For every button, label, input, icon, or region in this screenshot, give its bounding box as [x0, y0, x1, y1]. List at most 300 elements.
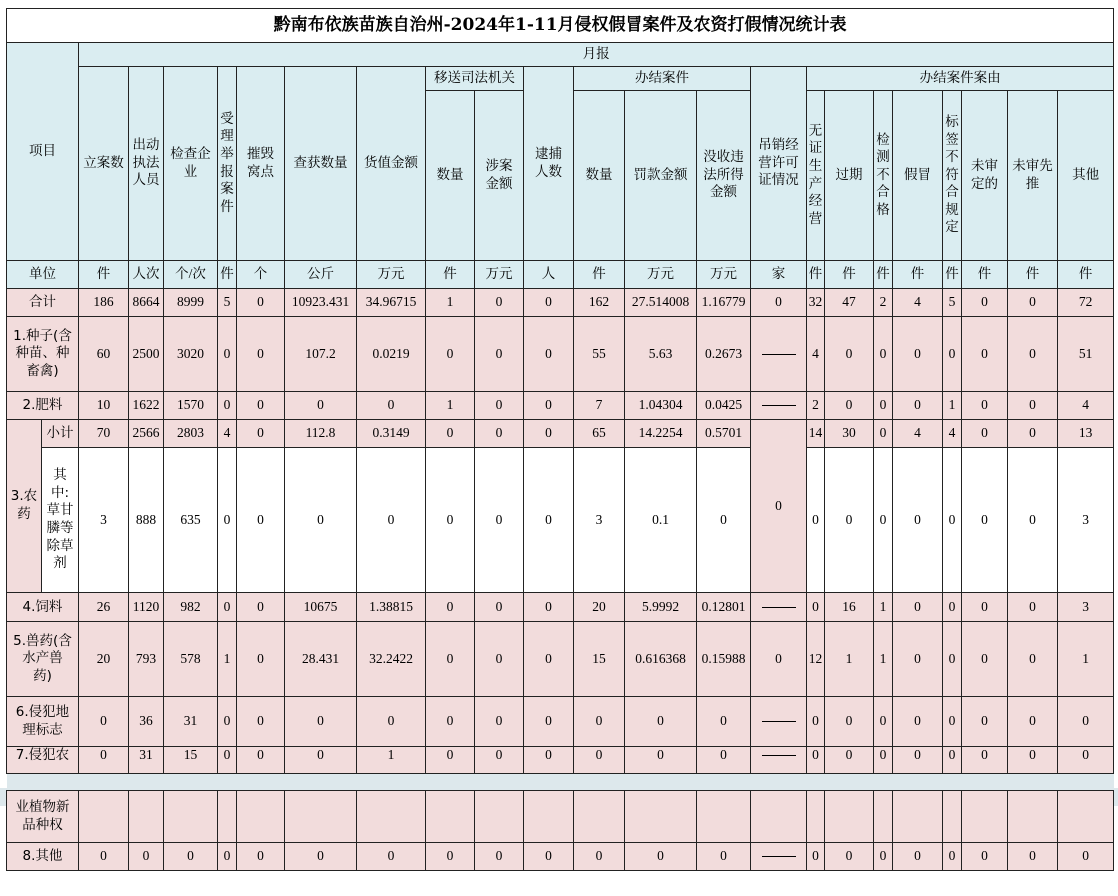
- table-cell: 70: [79, 420, 129, 448]
- table-cell: 0: [237, 392, 285, 420]
- unit-cell: 万元: [697, 261, 751, 289]
- unit-cell: 件: [218, 261, 237, 289]
- table-cell: 0: [237, 747, 285, 774]
- table-cell: 0: [524, 289, 574, 317]
- table-cell: 0: [825, 843, 874, 871]
- table-cell: 2: [807, 392, 825, 420]
- table-cell: 0: [524, 420, 574, 448]
- unit-cell: 家: [751, 261, 807, 289]
- row-label-seeds: 1.种子(含 种苗、种 畜禽): [7, 317, 79, 392]
- table-cell: 0: [1008, 593, 1058, 622]
- table-cell: 0: [1008, 448, 1058, 593]
- table-cell: 0: [893, 697, 943, 747]
- header-transfer-group: 移送司法机关: [426, 67, 524, 91]
- table-cell: 10: [79, 392, 129, 420]
- table-cell: 0: [1008, 289, 1058, 317]
- header-unapproved: 未审 定的: [962, 91, 1008, 261]
- dash-mark: [762, 354, 796, 355]
- row-label-other: 8.其他: [7, 843, 79, 871]
- table-cell: 0: [874, 747, 893, 774]
- header-closed-qty: 数量: [574, 91, 625, 261]
- table-cell: 0: [807, 843, 825, 871]
- table-cell: 0: [574, 747, 625, 774]
- table-cell: 2: [874, 289, 893, 317]
- unit-cell: 件: [962, 261, 1008, 289]
- table-cell: 0: [79, 843, 129, 871]
- table-cell: 15: [164, 747, 218, 774]
- header-bad-label: 标 签 不 符 合 规 定: [943, 91, 962, 261]
- table-cell: 51: [1058, 317, 1114, 392]
- dash-mark: [762, 405, 796, 406]
- table-cell: 0: [825, 697, 874, 747]
- table-cell: 1: [426, 392, 475, 420]
- table-row-total: [7, 289, 1114, 317]
- table-cell: 1570: [164, 392, 218, 420]
- table-cell: 32.2422: [357, 622, 426, 697]
- table-cell: 0: [1008, 622, 1058, 697]
- table-cell: 0: [697, 697, 751, 747]
- table-cell: 0: [697, 448, 751, 593]
- table-cell: 112.8: [285, 420, 357, 448]
- table-cell: 0: [524, 593, 574, 622]
- table-cell: [751, 593, 807, 622]
- row-label-total: 合计: [7, 289, 79, 317]
- table-cell: 0.5701: [697, 420, 751, 448]
- table-cell: 8999: [164, 289, 218, 317]
- table-cell: 3: [1058, 593, 1114, 622]
- seam-row: [7, 774, 1114, 791]
- table-cell: 8664: [129, 289, 164, 317]
- table-cell: 0: [426, 622, 475, 697]
- table-cell: 0: [1008, 392, 1058, 420]
- table-cell: 0: [962, 843, 1008, 871]
- table-cell: 0: [426, 420, 475, 448]
- unit-cell: 件: [1058, 261, 1114, 289]
- header-reason-group: 办结案件案由: [807, 67, 1114, 91]
- table-cell: 1: [426, 289, 475, 317]
- unit-cell: 个: [237, 261, 285, 289]
- table-cell: 0: [475, 448, 524, 593]
- table-cell: 0: [237, 317, 285, 392]
- table-cell: 0: [825, 392, 874, 420]
- table-cell: 0: [218, 317, 237, 392]
- table-cell: 0: [697, 843, 751, 871]
- table-cell: 0: [874, 392, 893, 420]
- table-cell: 20: [79, 622, 129, 697]
- table-cell: 0: [237, 622, 285, 697]
- table-cell: 0: [574, 843, 625, 871]
- table-cell: 28.431: [285, 622, 357, 697]
- table-cell: 0: [943, 843, 962, 871]
- table-cell: 0: [625, 843, 697, 871]
- header-unlicensed: 无 证 生 产 经 营: [807, 91, 825, 261]
- table-cell: 0: [357, 697, 426, 747]
- table-cell: 0: [1008, 747, 1058, 774]
- unit-cell: 个/次: [164, 261, 218, 289]
- table-cell: 1.16779: [697, 289, 751, 317]
- table-cell: 0: [874, 420, 893, 448]
- unit-cell: 件: [825, 261, 874, 289]
- table-cell: 0: [893, 448, 943, 593]
- table-cell: 0: [874, 317, 893, 392]
- table-row-herbicide: [7, 448, 1114, 593]
- table-row-seeds: [7, 317, 1114, 392]
- table-cell: 20: [574, 593, 625, 622]
- header-transfer-qty: 数量: [426, 91, 475, 261]
- table-cell: 0: [943, 622, 962, 697]
- table-cell: 1: [1058, 622, 1114, 697]
- table-cell: 3: [574, 448, 625, 593]
- table-cell: 0: [807, 747, 825, 774]
- table-row-pesticide-subtotal: [7, 420, 1114, 448]
- table-cell: 0.12801: [697, 593, 751, 622]
- table-cell: 0: [962, 697, 1008, 747]
- table-row-fertilizer: [7, 392, 1114, 420]
- header-revoked: 吊销经 营许可 证情况: [751, 67, 807, 261]
- table-row-vet: [7, 622, 1114, 697]
- table-cell: 0: [79, 697, 129, 747]
- table-cell: 3: [79, 448, 129, 593]
- unit-cell: 人次: [129, 261, 164, 289]
- table-cell: 0.2673: [697, 317, 751, 392]
- unit-cell: 万元: [475, 261, 524, 289]
- table-cell: 26: [79, 593, 129, 622]
- table-cell: 0: [237, 420, 285, 448]
- header-closed-group: 办结案件: [574, 67, 751, 91]
- table-cell: 4: [1058, 392, 1114, 420]
- table-cell: 5: [218, 289, 237, 317]
- dash-mark: [762, 755, 796, 756]
- table-cell: 0: [893, 622, 943, 697]
- table-cell: 0: [825, 747, 874, 774]
- table-cell: 47: [825, 289, 874, 317]
- table-cell: 0: [285, 697, 357, 747]
- header-monthly: 月报: [79, 43, 1114, 67]
- header-confiscated: 没收违 法所得 金额: [697, 91, 751, 261]
- unit-cell: 件: [943, 261, 962, 289]
- header-goods-value: 货值金额: [357, 67, 426, 261]
- table-cell: 793: [129, 622, 164, 697]
- header-other: 其他: [1058, 91, 1114, 261]
- table-cell: 0: [893, 593, 943, 622]
- units-label: 单位: [7, 261, 79, 289]
- table-cell: 0: [285, 448, 357, 593]
- table-cell: 1.04304: [625, 392, 697, 420]
- table-cell: 0: [893, 747, 943, 774]
- header-case-count: 立案数: [79, 67, 129, 261]
- table-cell: 55: [574, 317, 625, 392]
- table-cell: 0.0425: [697, 392, 751, 420]
- table-cell: 27.514008: [625, 289, 697, 317]
- table-cell: 0.15988: [697, 622, 751, 697]
- header-fine: 罚款金额: [625, 91, 697, 261]
- table-cell: 0: [237, 843, 285, 871]
- table-cell: 0: [1008, 420, 1058, 448]
- table-cell: 1: [874, 622, 893, 697]
- table-cell: 34.96715: [357, 289, 426, 317]
- table-cell: [751, 317, 807, 392]
- table-cell: 0: [1008, 843, 1058, 871]
- table-cell: 13: [1058, 420, 1114, 448]
- row-label-pvp: 7.侵犯农: [7, 747, 79, 774]
- table-cell: 0: [475, 317, 524, 392]
- table-row-geo: [7, 697, 1114, 747]
- table-cell: 0: [218, 697, 237, 747]
- table-cell: 0: [825, 448, 874, 593]
- table-cell: 0: [285, 747, 357, 774]
- table-cell: 1: [874, 593, 893, 622]
- table-cell: 0: [218, 448, 237, 593]
- dash-mark: [762, 856, 796, 857]
- table-cell: 0: [943, 317, 962, 392]
- table-cell: 0: [475, 622, 524, 697]
- table-cell: 0: [426, 747, 475, 774]
- table-cell: 0: [874, 843, 893, 871]
- row-label-pesticide: 3.农 药: [7, 420, 42, 593]
- table-cell: 0: [237, 593, 285, 622]
- table-cell: [751, 747, 807, 774]
- table-cell: 0: [475, 697, 524, 747]
- table-cell: 0: [524, 747, 574, 774]
- table-cell: 107.2: [285, 317, 357, 392]
- table-row-pvp-continued: [7, 791, 1114, 843]
- table-cell: 0: [874, 697, 893, 747]
- table-cell: 31: [129, 747, 164, 774]
- row-label-pesticide-subtotal: 小计: [42, 420, 79, 448]
- table-cell: 0: [426, 317, 475, 392]
- row-label-feed: 4.饲料: [7, 593, 79, 622]
- table-cell: 3: [1058, 448, 1114, 593]
- unit-cell: 件: [574, 261, 625, 289]
- table-cell: 0: [524, 448, 574, 593]
- table-cell: 0: [357, 843, 426, 871]
- table-cell: 0: [285, 843, 357, 871]
- unit-cell: 件: [807, 261, 825, 289]
- table-cell: 635: [164, 448, 218, 593]
- table-cell: 0: [874, 448, 893, 593]
- table-cell: 1: [357, 747, 426, 774]
- table-cell: 0: [357, 392, 426, 420]
- table-cell: 0: [79, 747, 129, 774]
- table-cell: 10923.431: [285, 289, 357, 317]
- table-cell: 1: [218, 622, 237, 697]
- header-failed-test: 检 测 不 合 格: [874, 91, 893, 261]
- table-cell: 0: [893, 317, 943, 392]
- table-cell: 0: [129, 843, 164, 871]
- unit-cell: 件: [893, 261, 943, 289]
- table-cell: 0: [218, 392, 237, 420]
- table-cell: 0: [1008, 697, 1058, 747]
- header-arrested: 逮捕 人数: [524, 67, 574, 261]
- dash-mark: [762, 607, 796, 608]
- table-cell: 0: [962, 448, 1008, 593]
- table-cell: 0: [943, 448, 962, 593]
- row-label-herbicide: 其 中: 草甘 膦等 除草 剂: [42, 448, 79, 593]
- table-cell: 14.2254: [625, 420, 697, 448]
- table-cell: 0: [524, 622, 574, 697]
- table-cell: 0: [524, 317, 574, 392]
- table-cell: 2803: [164, 420, 218, 448]
- table-cell: 0: [237, 697, 285, 747]
- table-cell: 0: [426, 593, 475, 622]
- table-cell: 0: [751, 420, 807, 593]
- table-cell: 0: [962, 747, 1008, 774]
- table-cell: 0: [357, 448, 426, 593]
- table-cell: [751, 697, 807, 747]
- table-cell: 0: [475, 289, 524, 317]
- table-cell: 5: [943, 289, 962, 317]
- table-cell: 14: [807, 420, 825, 448]
- unit-cell: 件: [874, 261, 893, 289]
- table-cell: 0.616368: [625, 622, 697, 697]
- table-cell: 0: [893, 843, 943, 871]
- table-cell: [751, 392, 807, 420]
- table-cell: 7: [574, 392, 625, 420]
- table-cell: 2566: [129, 420, 164, 448]
- table-cell: 0: [218, 843, 237, 871]
- table-cell: 0: [218, 593, 237, 622]
- table-cell: 0: [237, 289, 285, 317]
- table-cell: 0.1: [625, 448, 697, 593]
- table-cell: 4: [807, 317, 825, 392]
- table-cell: 2500: [129, 317, 164, 392]
- header-seized-qty: 查获数量: [285, 67, 357, 261]
- unit-cell: 万元: [625, 261, 697, 289]
- row-label-pvp-cont: 业植物新 品种权: [7, 791, 79, 843]
- table-cell: 0: [426, 448, 475, 593]
- table-cell: 0: [1058, 843, 1114, 871]
- table-cell: 0: [625, 747, 697, 774]
- table-cell: 0: [943, 747, 962, 774]
- table-cell: 0: [426, 843, 475, 871]
- table-cell: 0: [962, 289, 1008, 317]
- header-dens: 摧毁 窝点: [237, 67, 285, 261]
- table-row-other: [7, 843, 1114, 871]
- table-cell: 0: [697, 747, 751, 774]
- table-cell: 72: [1058, 289, 1114, 317]
- unit-cell: 件: [79, 261, 129, 289]
- table-cell: 32: [807, 289, 825, 317]
- table-cell: 60: [79, 317, 129, 392]
- table-cell: 0: [237, 448, 285, 593]
- table-cell: 0: [475, 843, 524, 871]
- header-transfer-amount: 涉案 金额: [475, 91, 524, 261]
- header-officers: 出动 执法 人员: [129, 67, 164, 261]
- table-cell: 0: [524, 843, 574, 871]
- table-cell: 0: [807, 697, 825, 747]
- table-cell: 0: [962, 317, 1008, 392]
- table-cell: 1120: [129, 593, 164, 622]
- unit-cell: 件: [1008, 261, 1058, 289]
- table-cell: 4: [893, 420, 943, 448]
- row-label-fertilizer: 2.肥料: [7, 392, 79, 420]
- table-cell: 982: [164, 593, 218, 622]
- table-cell: 1: [825, 622, 874, 697]
- header-inspected: 检查企 业: [164, 67, 218, 261]
- table-cell: 65: [574, 420, 625, 448]
- table-cell: 10675: [285, 593, 357, 622]
- seam-band: [7, 774, 1114, 791]
- table-cell: 0: [524, 697, 574, 747]
- row-label-vet: 5.兽药(含 水产兽 药): [7, 622, 79, 697]
- table-cell: 0: [426, 697, 475, 747]
- table-cell: 0: [943, 697, 962, 747]
- table-title: 黔南布依族苗族自治州-2024年1-11月侵权假冒案件及农资打假情况统计表: [7, 9, 1114, 43]
- table-row-feed: [7, 593, 1114, 622]
- table-cell: 0: [825, 317, 874, 392]
- table-cell: 0: [751, 289, 807, 317]
- table-cell: 1.38815: [357, 593, 426, 622]
- table-cell: 0: [943, 593, 962, 622]
- table-cell: 162: [574, 289, 625, 317]
- table-cell: 0.0219: [357, 317, 426, 392]
- table-cell: 4: [943, 420, 962, 448]
- table-cell: 0: [893, 392, 943, 420]
- table-cell: 0: [1058, 747, 1114, 774]
- statistics-table: [6, 8, 1114, 871]
- table-cell: 4: [218, 420, 237, 448]
- table-cell: 0: [475, 392, 524, 420]
- table-cell: 0: [1008, 317, 1058, 392]
- units-row: [7, 261, 1114, 289]
- row-label-geo: 6.侵犯地 理标志: [7, 697, 79, 747]
- table-cell: 1622: [129, 392, 164, 420]
- unit-cell: 人: [524, 261, 574, 289]
- table-cell: 0: [625, 697, 697, 747]
- table-cell: 30: [825, 420, 874, 448]
- table-cell: 1: [943, 392, 962, 420]
- table-cell: 31: [164, 697, 218, 747]
- table-cell: 0: [164, 843, 218, 871]
- table-cell: 888: [129, 448, 164, 593]
- table-cell: 3020: [164, 317, 218, 392]
- table-cell: 16: [825, 593, 874, 622]
- table-cell: 0: [1058, 697, 1114, 747]
- table-cell: 12: [807, 622, 825, 697]
- table-row-pvp: [7, 747, 1114, 774]
- table-cell: 0: [218, 747, 237, 774]
- table-cell: 15: [574, 622, 625, 697]
- table-cell: 4: [893, 289, 943, 317]
- header-unregistered: 未审先 推: [1008, 91, 1058, 261]
- unit-cell: 公斤: [285, 261, 357, 289]
- header-reports: 受 理 举 报 案 件: [218, 67, 237, 261]
- table-cell: 0: [962, 392, 1008, 420]
- table-cell: [751, 843, 807, 871]
- table-cell: 0: [285, 392, 357, 420]
- table-cell: 0: [475, 420, 524, 448]
- unit-cell: 万元: [357, 261, 426, 289]
- table-cell: 0: [524, 392, 574, 420]
- table-cell: 578: [164, 622, 218, 697]
- table-cell: 0: [962, 622, 1008, 697]
- header-item: 项目: [7, 43, 79, 261]
- table-cell: 0: [574, 697, 625, 747]
- table-cell: 0: [807, 448, 825, 593]
- table-cell: 186: [79, 289, 129, 317]
- table-cell: 5.9992: [625, 593, 697, 622]
- table-cell: 0: [475, 593, 524, 622]
- table-cell: 0: [751, 622, 807, 697]
- table-cell: 0: [807, 593, 825, 622]
- dash-mark: [762, 721, 796, 722]
- table-cell: 0: [962, 593, 1008, 622]
- table-cell: 0: [475, 747, 524, 774]
- header-counterfeit: 假冒: [893, 91, 943, 261]
- table-cell: 0.3149: [357, 420, 426, 448]
- table-cell: 5.63: [625, 317, 697, 392]
- table-cell: 36: [129, 697, 164, 747]
